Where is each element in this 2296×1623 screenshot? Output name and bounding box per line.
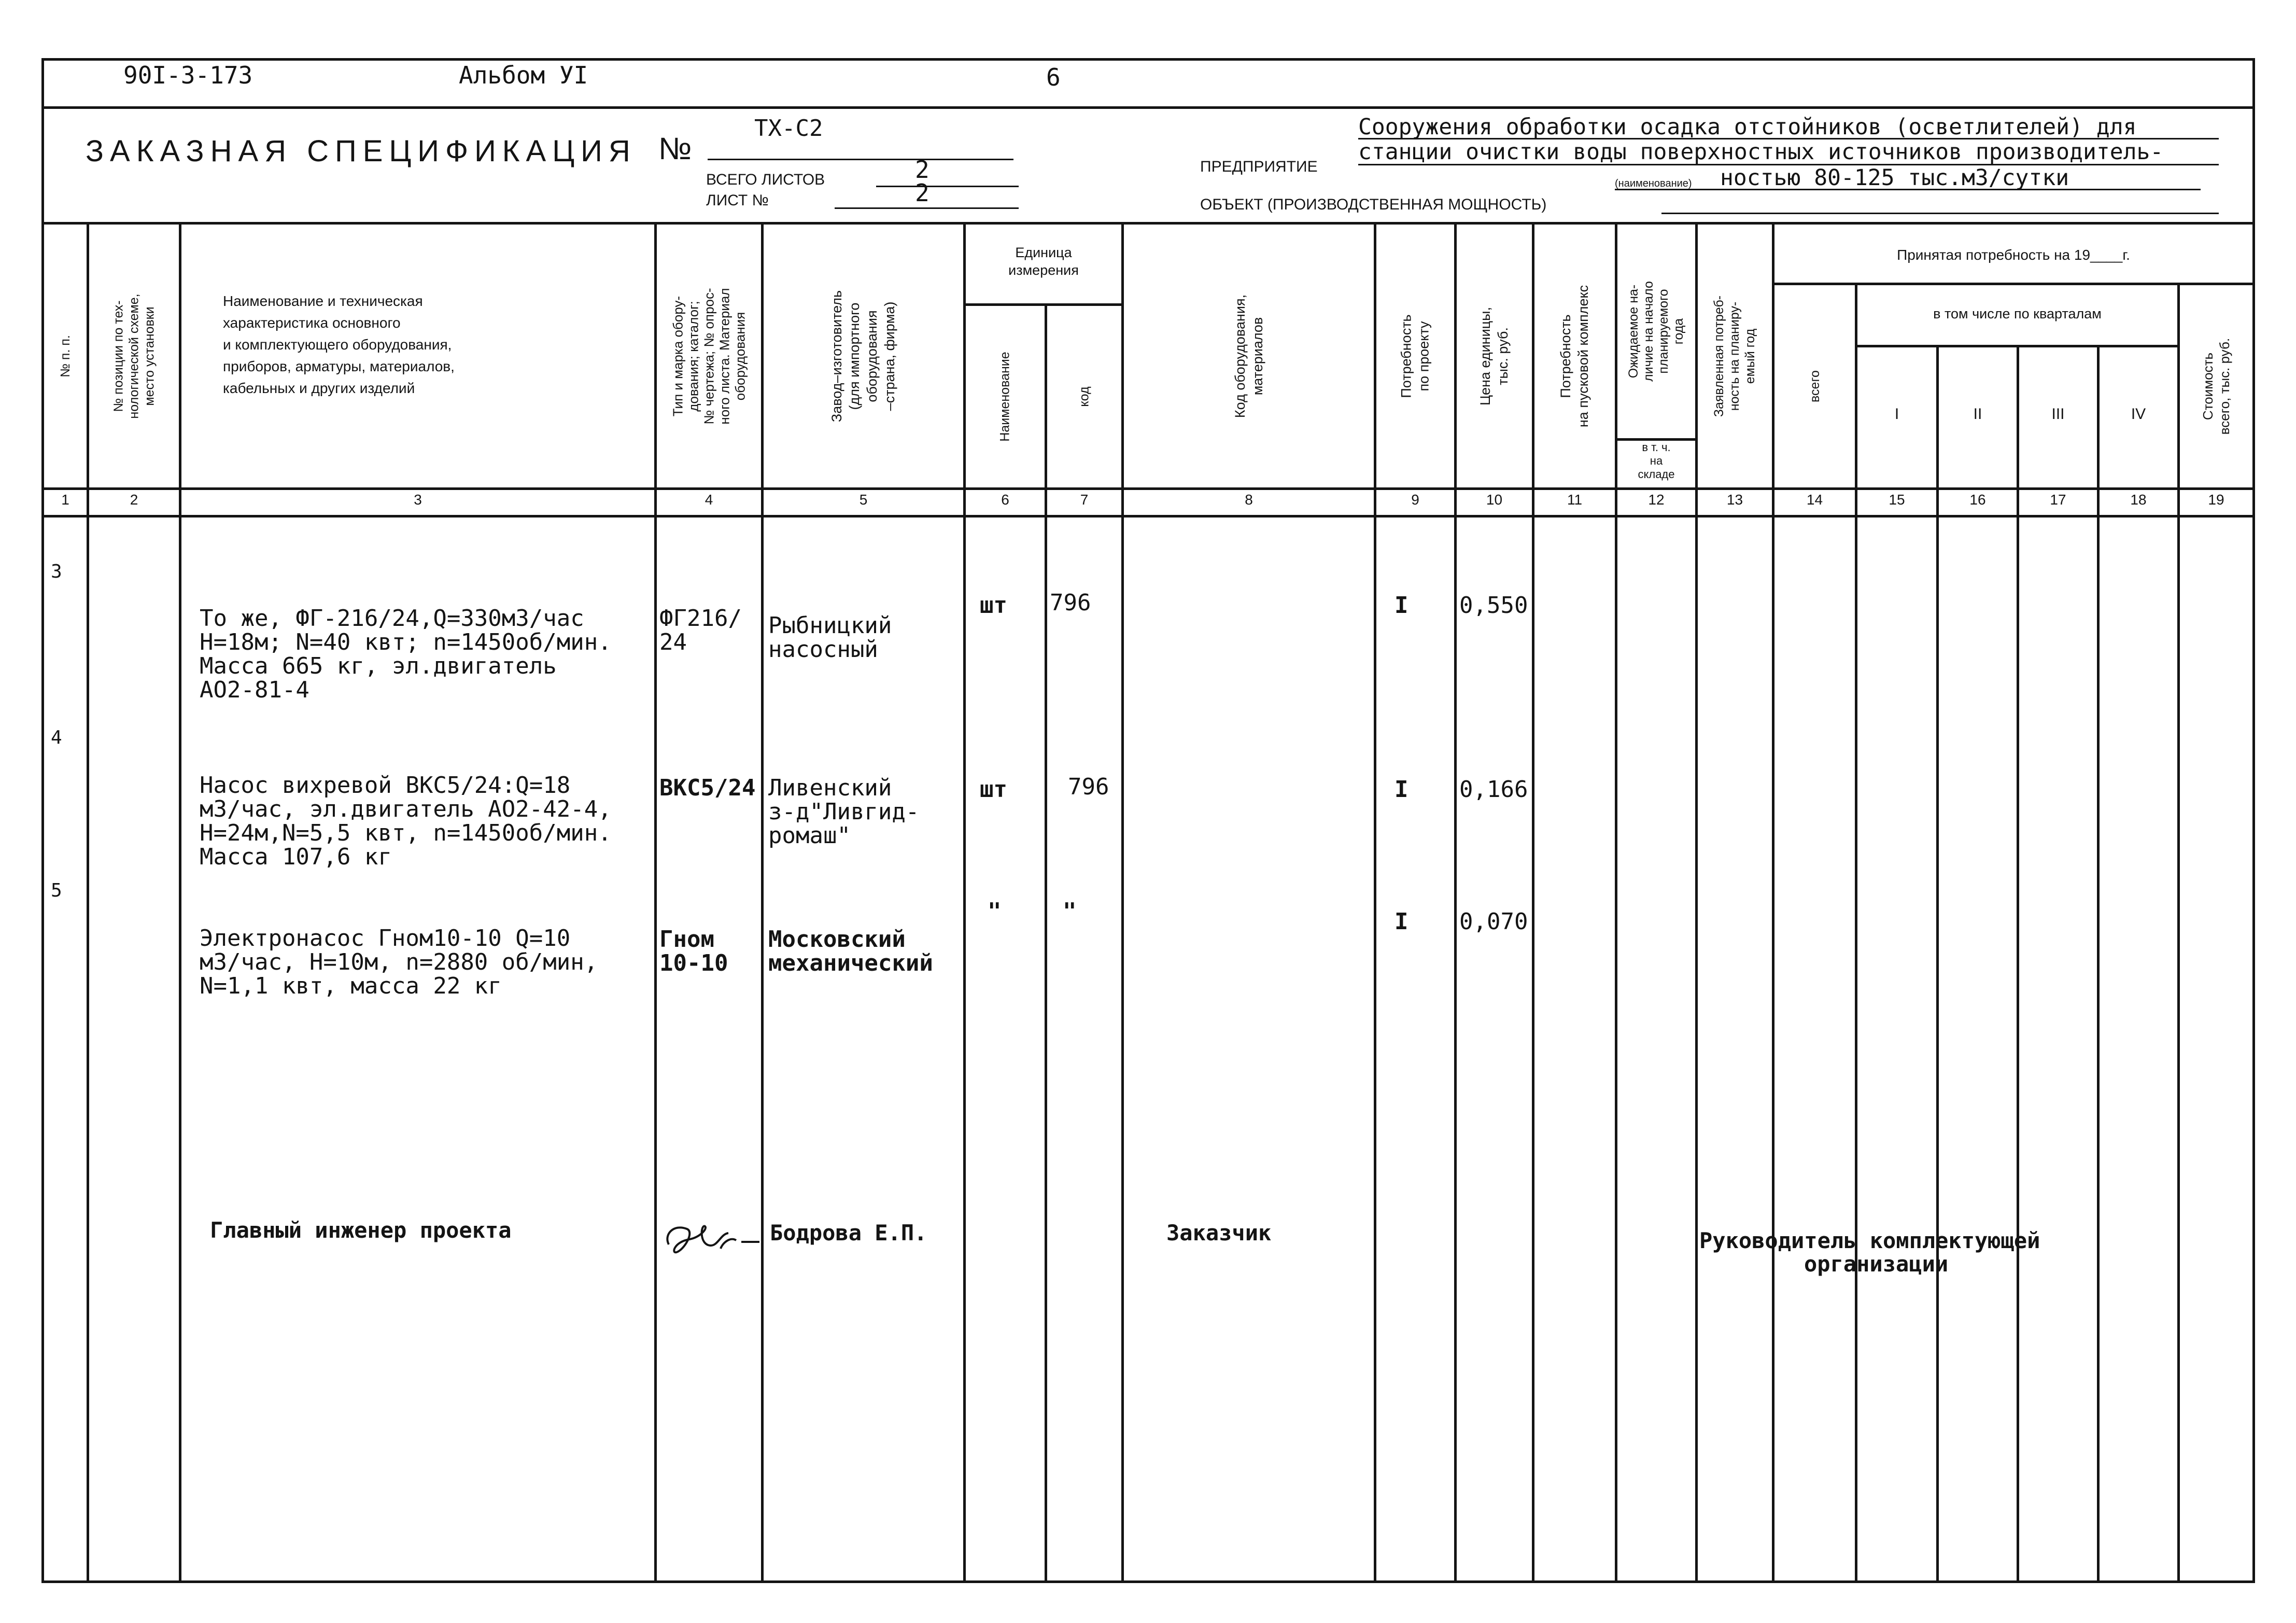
sheet-number-label: ЛИСТ № [706, 192, 769, 209]
quarters-sub-line [1855, 345, 2177, 347]
col-header-9: Потребность по проекту [1399, 314, 1432, 398]
col-divider [2017, 345, 2019, 1582]
row-type: Гном 10-10 [659, 926, 728, 976]
supplier-org-label: организации [1804, 1251, 1949, 1277]
sheets-total-underline [876, 186, 1019, 187]
row-qty: I [1394, 908, 1408, 935]
object-underline [1661, 213, 2219, 214]
enterprise-line-3: ностью 80-125 тыс.м3/сутки [1720, 165, 2069, 191]
row-unit: шт [980, 592, 1007, 619]
col-header-19: Стоимость всего, тыс. руб. [2200, 338, 2233, 435]
row-number: 4 [51, 727, 62, 748]
col-header-7: код [1077, 386, 1092, 407]
col-header-12-stock: в т. ч. на складе [1638, 441, 1675, 481]
col-header-unit: Единица измерения [1008, 245, 1079, 278]
row-name: Насос вихревой ВКС5/24:Q=18 м3/час, эл.двигатель АО2-42-4, Н=24м,N=5,5 квт, n=1450об/мин. Масса 107,6 кг [200, 772, 612, 870]
header-bottom-line [41, 487, 2255, 490]
col-header-q4: IV [2131, 405, 2146, 423]
col-header-5: Завод–изготовитель (для импортного оборудования –страна, фирма) [829, 290, 898, 422]
col-number: 17 [2050, 492, 2066, 508]
col-number: 18 [2130, 492, 2147, 508]
row-unit: " [988, 898, 1002, 925]
col-header-10: Цена единицы, тыс. руб. [1477, 306, 1511, 405]
enterprise-line-2: станции очистки воды поверхностных источников производитель- [1358, 139, 2164, 165]
col-divider [1936, 345, 1939, 1582]
row-type: ВКС5/24 [659, 775, 756, 801]
row-price: 0,166 [1459, 776, 1528, 803]
enterprise-label: ПРЕДПРИЯТИЕ [1200, 158, 1318, 175]
frame-bottom [41, 1580, 2255, 1583]
col-number: 19 [2208, 492, 2224, 508]
col-header-8: Код оборудования, материалов [1232, 294, 1265, 418]
col-number: 12 [1648, 492, 1665, 508]
row-name: Электронасос Гном10-10 Q=10 м3/час, Н=10м, n=2880 об/мин, N=1,1 квт, масса 22 кг [200, 925, 598, 999]
row-maker: Рыбницкий насосный [768, 612, 892, 663]
handwritten-signature [658, 1213, 762, 1260]
frame-top [41, 58, 2255, 61]
sheets-total-value: 2 [915, 156, 929, 184]
col-number: 9 [1411, 492, 1419, 508]
row-code: 796 [1068, 774, 1109, 800]
col-number: 7 [1080, 492, 1089, 508]
col-header-14: всего [1807, 370, 1822, 402]
sheet-number-underline [835, 207, 1019, 209]
frame-header-divider [41, 106, 2255, 109]
row-code: " [1063, 898, 1077, 925]
sheets-total-label: ВСЕГО ЛИСТОВ [706, 171, 825, 188]
frame-right [2252, 58, 2255, 1583]
row-code: 796 [1050, 590, 1091, 616]
album-label: Альбом УI [459, 61, 588, 89]
row-number: 3 [51, 561, 62, 582]
col-number: 15 [1889, 492, 1905, 508]
object-label: ОБЪЕКТ (ПРОИЗВОДСТВЕННАЯ МОЩНОСТЬ) [1200, 196, 1547, 213]
col-header-q2: II [1973, 405, 1982, 423]
row-unit: шт [980, 776, 1007, 803]
row-maker: Ливенский з-д"Ливгид- ромаш" [768, 775, 920, 849]
row-type: ФГ216/ 24 [659, 605, 742, 655]
col-divider [179, 222, 181, 1582]
col-divider [2097, 345, 2100, 1582]
col-number: 1 [61, 492, 69, 508]
sheet-number-value: 2 [915, 179, 929, 207]
col-header-1: № п. п. [58, 334, 73, 377]
spec-number-label: № [658, 131, 692, 166]
page-title: ЗАКАЗНАЯ СПЕЦИФИКАЦИЯ [86, 134, 637, 168]
row-number: 5 [51, 880, 62, 901]
signature-name: Бодрова Е.П. [770, 1220, 927, 1246]
row-qty: I [1394, 776, 1408, 803]
col-number: 13 [1726, 492, 1743, 508]
row-price: 0,070 [1459, 908, 1528, 935]
col-header-6: Наименование [998, 352, 1012, 442]
col-number-line [41, 515, 2255, 517]
doc-code: 90I-3-173 [123, 61, 253, 89]
chief-engineer-label: Главный инженер проекта [210, 1218, 512, 1243]
supplier-head-label: Руководитель комплектующей [1699, 1228, 2040, 1253]
col-divider [1855, 283, 1857, 1582]
row-qty: I [1394, 592, 1408, 619]
spec-number-value: ТХ-С2 [754, 115, 823, 142]
col-header-4: Тип и марка обору- дования; каталог; № чертежа; № опрос- ного листа. Материал оборудования [670, 287, 748, 425]
customer-label: Заказчик [1166, 1220, 1272, 1246]
col-number: 11 [1567, 492, 1583, 508]
col-header-13: Заявленная потреб- ность на планиру- емый год [1712, 295, 1758, 417]
col-header-accepted: Принятая потребность на 19____г. [1897, 247, 2130, 263]
row-maker: Московский механический [768, 926, 933, 976]
col-header-q3: III [2051, 405, 2065, 423]
col-number: 14 [1806, 492, 1823, 508]
enterprise-underline-3 [1615, 189, 2201, 190]
col-number: 3 [414, 492, 422, 508]
page-number: 6 [1046, 63, 1061, 91]
col-number: 5 [859, 492, 868, 508]
row-price: 0,550 [1459, 592, 1528, 619]
col-header-3: Наименование и техническая характеристика основного и комплектующего оборудования, приборов, арматуры, материалов, кабельных и других изделий [223, 293, 455, 396]
enterprise-line-1: Сооружения обработки осадка отстойников (осветлителей) для [1358, 114, 2137, 140]
col-header-quarters: в том числе по кварталам [1933, 306, 2102, 321]
spec-number-underline [708, 159, 1013, 160]
col-header-2: № позиции по тех- нологической схеме, место установки [111, 293, 157, 419]
col-number: 10 [1486, 492, 1503, 508]
col-header-12: Ожидаемое на- личие на начало планируемого года [1626, 281, 1686, 382]
col-number: 6 [1001, 492, 1009, 508]
row-name: То же, ФГ-216/24,Q=330м3/час Н=18м; N=40 квт; n=1450об/мин. Масса 665 кг, эл.двигатель АО2-81-4 [200, 605, 612, 703]
col-number: 16 [1969, 492, 1986, 508]
col-header-q1: I [1894, 405, 1899, 423]
col-header-11: Потребность на пусковой комплекс [1558, 285, 1591, 427]
col-number: 4 [705, 492, 713, 508]
name-hint: (наименование) [1615, 178, 1692, 189]
col-number: 8 [1245, 492, 1253, 508]
col-number: 2 [130, 492, 138, 508]
